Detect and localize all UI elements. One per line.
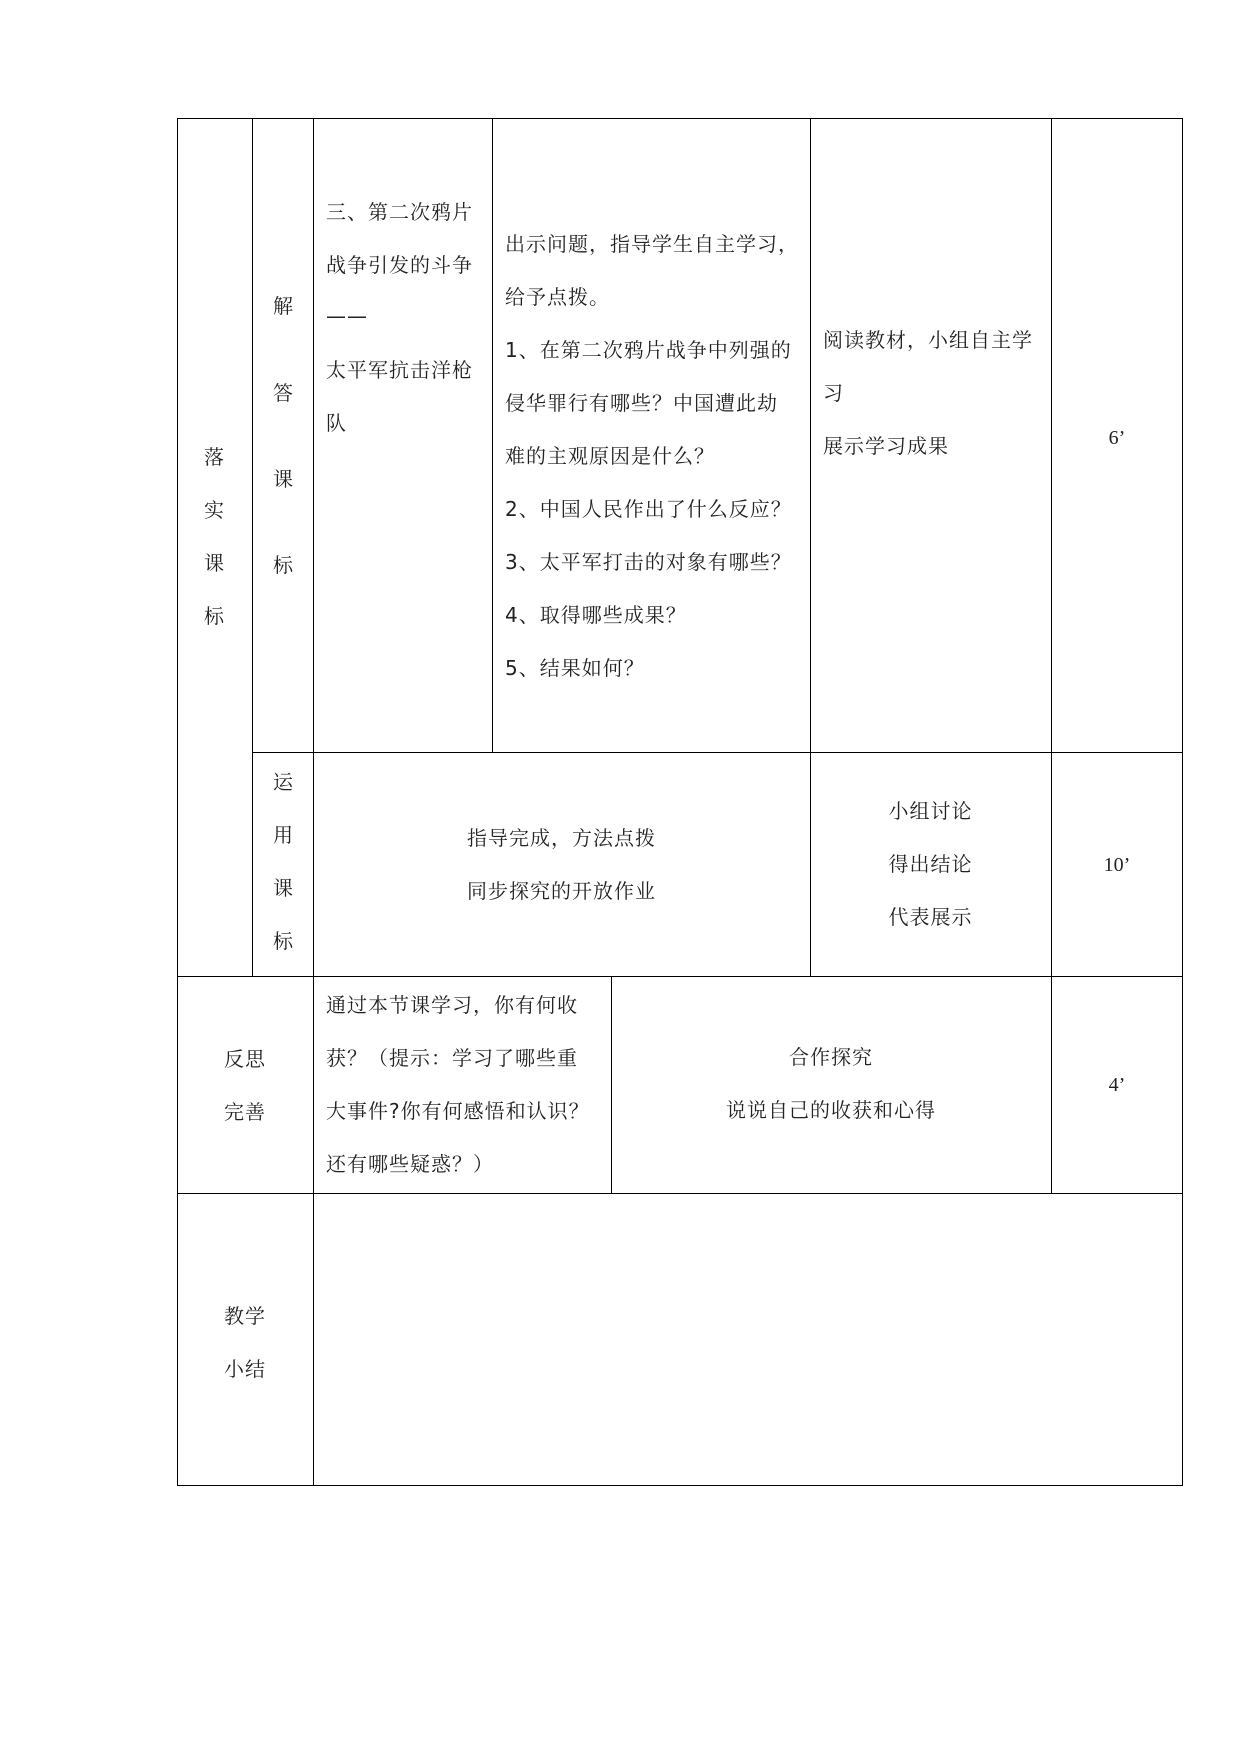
teacher-line: 1、在第二次鸦片战争中列强的 xyxy=(505,338,792,362)
teacher-line: 4、取得哪些成果？ xyxy=(505,603,687,627)
label-char: 用 xyxy=(273,823,293,847)
label-char: 标 xyxy=(273,553,293,577)
col-divider-sublabel xyxy=(252,118,253,977)
student-line: 得出结论 xyxy=(888,852,973,876)
content-line: 还有哪些疑惑？） xyxy=(326,1152,494,1176)
teacher-line: 出示问题，指导学生自主学习， xyxy=(505,232,799,256)
content-line: 战争引发的斗争 xyxy=(326,253,473,277)
student-line: 展示学习成果 xyxy=(823,434,949,458)
label-char: 实 xyxy=(204,498,224,522)
table-border-right xyxy=(1182,118,1183,1486)
teacher-line: 侵华罪行有哪些？中国遭此劫 xyxy=(505,391,778,415)
jieda-time: 6’ xyxy=(1108,427,1126,449)
teacher-line: 指导完成，方法点拨 xyxy=(467,826,656,850)
content-line: 三、第二次鸦片 xyxy=(326,200,473,224)
teacher-line: 给予点拨。 xyxy=(505,285,610,309)
label-char: 答 xyxy=(273,381,293,405)
content-line: 获？（提示：学习了哪些重 xyxy=(326,1046,578,1070)
content-line: 队 xyxy=(326,411,347,435)
table-border-left xyxy=(177,118,178,1486)
student-line: 小组讨论 xyxy=(888,799,973,823)
student-line: 习 xyxy=(823,381,844,405)
label-char: 课 xyxy=(273,876,293,900)
col-divider-teacher xyxy=(492,118,493,753)
teacher-line: 5、结果如何？ xyxy=(505,656,645,680)
activity-line: 合作探究 xyxy=(789,1045,873,1069)
teacher-line: 2、中国人民作出了什么反应？ xyxy=(505,497,792,521)
teacher-line: 同步探究的开放作业 xyxy=(467,879,656,903)
content-line: 太平军抗击洋枪 xyxy=(326,358,473,382)
content-line: —— xyxy=(326,304,368,328)
label-char: 标 xyxy=(204,604,224,628)
activity-line: 说说自己的收获和心得 xyxy=(726,1098,936,1122)
teacher-line: 难的主观原因是什么？ xyxy=(505,444,715,468)
label-line: 反思 xyxy=(224,1047,266,1071)
label-char: 解 xyxy=(273,294,293,318)
label-char: 标 xyxy=(273,929,293,953)
row-divider-luoshi-fansi xyxy=(177,976,1183,977)
yunyong-time: 10’ xyxy=(1103,854,1131,876)
label-line: 完善 xyxy=(224,1100,266,1124)
table-border-top xyxy=(177,118,1183,119)
teacher-line: 3、太平军打击的对象有哪些？ xyxy=(505,550,792,574)
col-divider-time xyxy=(1051,118,1052,1194)
table-border-bottom xyxy=(177,1485,1183,1486)
label-line: 小结 xyxy=(224,1357,266,1381)
label-char: 运 xyxy=(273,770,293,794)
fansi-time: 4’ xyxy=(1108,1074,1126,1096)
label-char: 课 xyxy=(273,467,293,491)
label-char: 课 xyxy=(204,551,224,575)
student-line: 阅读教材，小组自主学 xyxy=(823,328,1033,352)
row-divider-jieda-yunyong xyxy=(252,752,1183,753)
xiaojie-content-empty xyxy=(314,1194,1182,1485)
student-line: 代表展示 xyxy=(888,905,973,929)
label-char: 落 xyxy=(204,445,224,469)
content-line: 通过本节课学习，你有何收 xyxy=(326,993,578,1017)
label-line: 教学 xyxy=(224,1304,266,1328)
content-line: 大事件?你有何感悟和认识？ xyxy=(326,1099,590,1123)
